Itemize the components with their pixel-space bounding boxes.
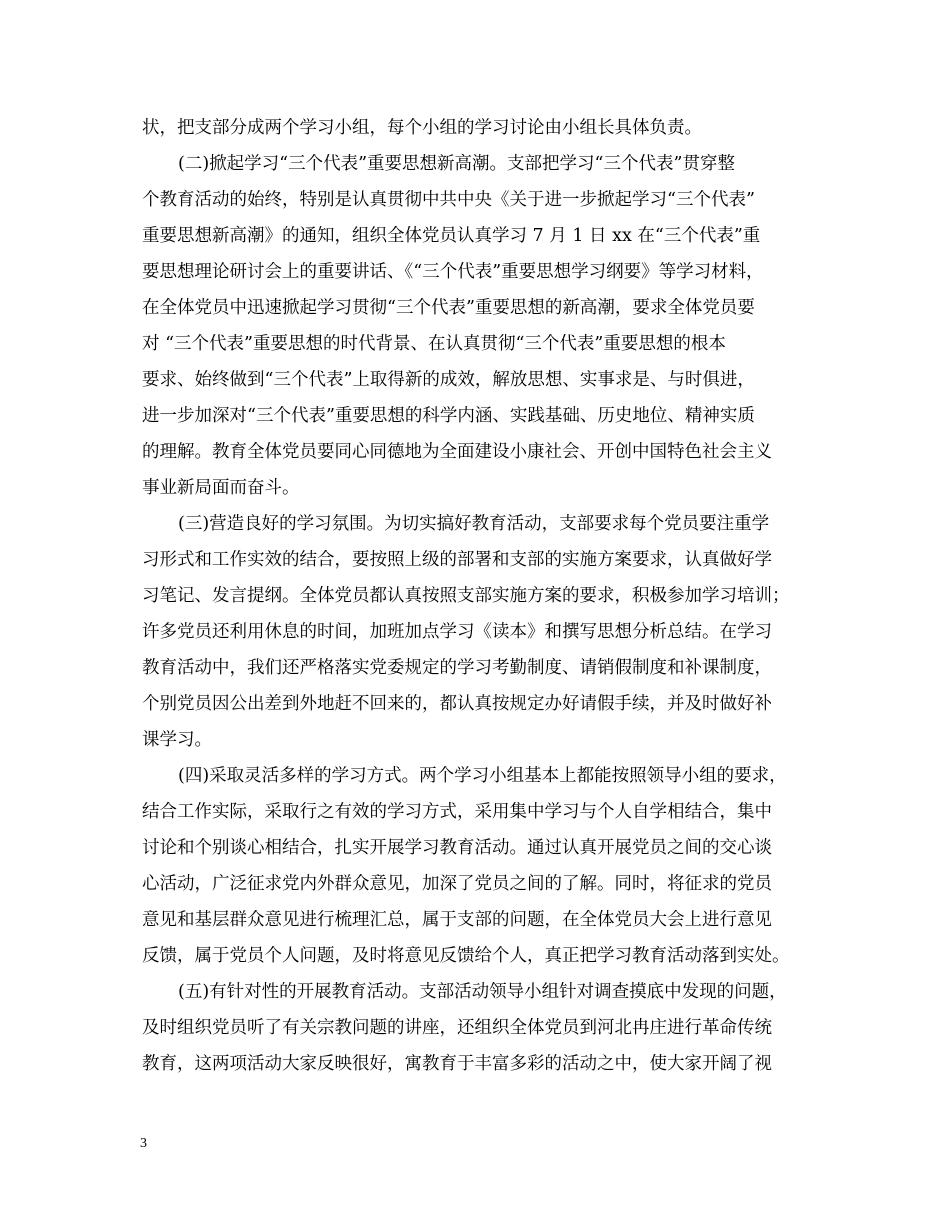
text-line-18: 课学习。 — [142, 730, 212, 750]
text-line-27: 教育，这两项活动大家反映很好，寓教育于丰富多彩的活动之中，使大家开阔了视 — [142, 1054, 772, 1074]
text-line-8: 要求、始终做到“三个代表”上取得新的成效，解放思想、实事求是、与时俱进， — [142, 370, 755, 390]
text-line-9: 进一步加深对“三个代表”重要思想的科学内涵、实践基础、历史地位、精神实质 — [142, 406, 755, 426]
text-line-10: 的理解。教育全体党员要同心同德地为全面建设小康社会、开创中国特色社会主义 — [142, 442, 772, 462]
text-line-16: 教育活动中，我们还严格落实党委规定的学习考勤制度、请销假制度和补课制度， — [142, 658, 772, 678]
text-line-23: 意见和基层群众意见进行梳理汇总，属于支部的问题，在全体党员大会上进行意见 — [142, 910, 772, 930]
text-line-4: 重要思想新高潮》的通知，组织全体党员认真学习 7 月 1 日 xx 在“三个代表”重 — [142, 226, 761, 246]
text-line-26: 及时组织党员听了有关宗教问题的讲座，还组织全体党员到河北冉庄进行革命传统 — [142, 1018, 772, 1038]
text-line-3: 个教育活动的始终，特别是认真贯彻中共中央《关于进一步掀起学习“三个代表” — [142, 190, 755, 210]
text-line-20: 结合工作实际，采取行之有效的学习方式，采用集中学习与个人自学相结合，集中 — [142, 802, 772, 822]
text-line-24: 反馈，属于党员个人问题，及时将意见反馈给个人，真正把学习教育活动落到实处。 — [142, 946, 790, 966]
page-number: 3 — [140, 1136, 147, 1151]
text-line-12: (三)营造良好的学习氛围。为切实搞好教育活动，支部要求每个党员要注重学 — [178, 514, 770, 534]
text-line-7: 对 “三个代表”重要思想的时代背景、在认真贯彻“三个代表”重要思想的根本 — [142, 334, 726, 354]
text-line-13: 习形式和工作实效的结合，要按照上级的部署和支部的实施方案要求，认真做好学 — [142, 550, 772, 570]
text-line-25: (五)有针对性的开展教育活动。支部活动领导小组针对调查摸底中发现的问题， — [178, 982, 787, 1002]
text-line-1: 状，把支部分成两个学习小组，每个小组的学习讨论由小组长具体负责。 — [142, 118, 702, 138]
text-line-11: 事业新局面而奋斗。 — [142, 478, 300, 498]
text-line-5: 要思想理论研讨会上的重要讲话、《“三个代表”重要思想学习纲要》等学习材料， — [142, 262, 764, 282]
text-line-15: 许多党员还利用休息的时间，加班加点学习《读本》和撰写思想分析总结。在学习 — [142, 622, 772, 642]
text-line-22: 心活动，广泛征求党内外群众意见，加深了党员之间的了解。同时，将征求的党员 — [142, 874, 772, 894]
text-line-2: (二)掀起学习“三个代表”重要思想新高潮。支部把学习“三个代表”贯穿整 — [178, 154, 735, 174]
text-line-17: 个别党员因公出差到外地赶不回来的，都认真按规定办好请假手续，并及时做好补 — [142, 694, 772, 714]
text-line-14: 习笔记、发言提纲。全体党员都认真按照支部实施方案的要求，积极参加学习培训； — [142, 586, 790, 606]
text-line-19: (四)采取灵活多样的学习方式。两个学习小组基本上都能按照领导小组的要求， — [178, 766, 787, 786]
text-line-6: 在全体党员中迅速掀起学习贯彻“三个代表”重要思想的新高潮，要求全体党员要 — [142, 298, 755, 318]
text-line-21: 讨论和个别谈心相结合，扎实开展学习教育活动。通过认真开展党员之间的交心谈 — [142, 838, 772, 858]
